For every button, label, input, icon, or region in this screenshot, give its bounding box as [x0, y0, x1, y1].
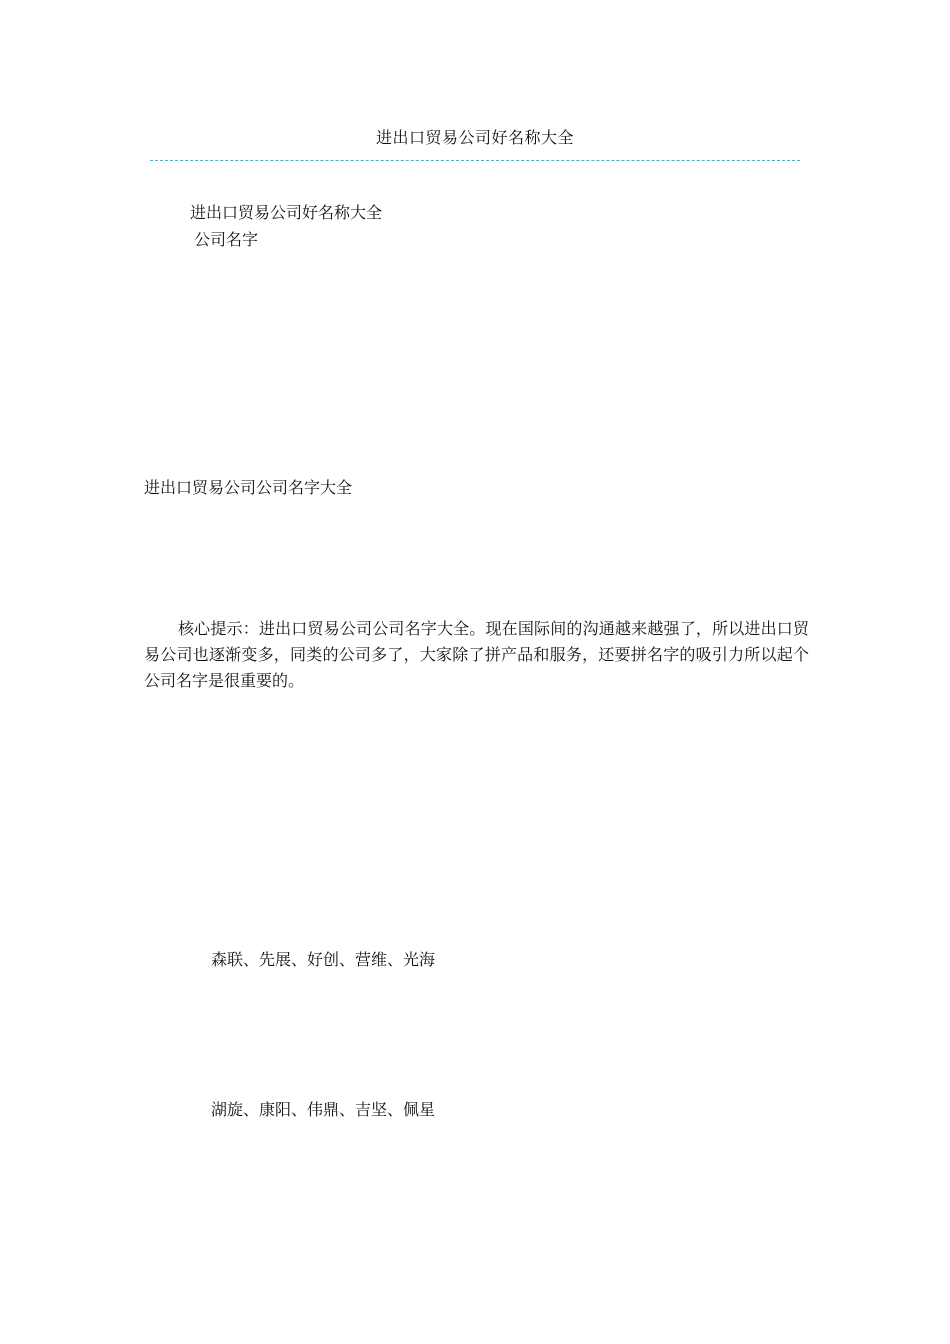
page-header-title: 进出口贸易公司好名称大全 — [375, 128, 574, 147]
document-subtitle: 公司名字 — [194, 230, 259, 249]
section-heading: 进出口贸易公司公司名字大全 — [144, 478, 353, 497]
summary-paragraph: 核心提示：进出口贸易公司公司名字大全。现在国际间的沟通越来越强了，所以进出口贸易公司也逐渐变多，同类的公司多了，大家除了拼产品和服务，还要拼名字的吸引力所以起个公司名字是很重要的。 — [144, 619, 809, 690]
header-divider — [150, 160, 800, 161]
company-names-list: 湖旋、康阳、伟鼎、吉坚、佩星 — [211, 1100, 436, 1119]
document-title: 进出口贸易公司好名称大全 — [190, 203, 383, 222]
company-names-list: 森联、先展、好创、营维、光海 — [211, 950, 436, 969]
